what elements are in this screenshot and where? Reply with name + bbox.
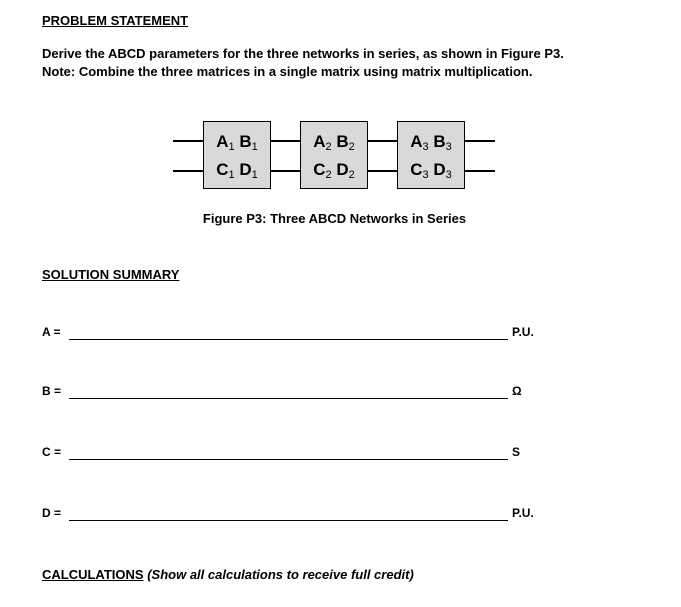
- wire-out-bottom: [465, 170, 495, 172]
- answer-b-line[interactable]: [69, 398, 508, 399]
- answer-d-label: D =: [42, 506, 62, 520]
- network-2-c-sub: 2: [325, 169, 332, 181]
- problem-line-1: Derive the ABCD parameters for the three networks in series, as shown in Figure P3.: [42, 46, 564, 61]
- network-1-b-sub: 1: [251, 141, 258, 153]
- network-3-row-cd: [398, 160, 464, 181]
- answer-d-unit: P.U.: [512, 506, 534, 520]
- network-3-row-ab: [398, 132, 464, 153]
- answer-a-line[interactable]: [69, 339, 508, 340]
- answer-a-label: A =: [42, 325, 61, 339]
- wire-1-2-top: [271, 140, 300, 142]
- network-2-d-sub: 2: [348, 169, 355, 181]
- answer-b-label: B =: [42, 384, 62, 398]
- network-1-d-sub: 1: [251, 169, 258, 181]
- calculations-heading: CALCULATIONS: [42, 567, 144, 582]
- network-1-c: C: [216, 160, 229, 179]
- network-3: [397, 121, 465, 189]
- wire-in-top: [173, 140, 203, 142]
- network-2-row-ab: [301, 132, 367, 153]
- network-1-a: A: [216, 132, 229, 151]
- network-3-c: C: [410, 160, 423, 179]
- problem-text: [42, 45, 672, 81]
- network-1-row-ab: [204, 132, 270, 153]
- network-3-a-sub: 3: [422, 141, 429, 153]
- answer-c-line[interactable]: [69, 459, 508, 460]
- problem-line-2: Note: Combine the three matrices in a single matrix using matrix multiplication.: [42, 64, 533, 79]
- network-2-b-sub: 2: [348, 141, 355, 153]
- calculations-section: [42, 566, 414, 584]
- network-2-b: B: [336, 132, 349, 151]
- answer-c-label: C =: [42, 445, 62, 459]
- network-1-d: D: [239, 160, 252, 179]
- answer-d-line[interactable]: [69, 520, 508, 521]
- network-2-c: C: [313, 160, 326, 179]
- wire-out-top: [465, 140, 495, 142]
- answer-c-unit: S: [512, 445, 521, 459]
- network-3-b: B: [433, 132, 446, 151]
- wire-1-2-bottom: [271, 170, 300, 172]
- network-2-d: D: [336, 160, 349, 179]
- network-3-a: A: [410, 132, 423, 151]
- network-1-c-sub: 1: [228, 169, 235, 181]
- wire-in-bottom: [173, 170, 203, 172]
- network-3-d-sub: 3: [445, 169, 452, 181]
- answer-a-unit: P.U.: [512, 325, 534, 339]
- figure-caption: Figure P3: Three ABCD Networks in Series: [202, 211, 467, 226]
- network-2: [300, 121, 368, 189]
- network-3-c-sub: 3: [422, 169, 429, 181]
- network-1: [203, 121, 271, 189]
- network-3-b-sub: 3: [445, 141, 452, 153]
- calculations-note: (Show all calculations to receive full credit): [147, 567, 414, 582]
- problem-heading: PROBLEM STATEMENT: [42, 13, 189, 28]
- network-1-a-sub: 1: [228, 141, 235, 153]
- network-1-b: B: [239, 132, 252, 151]
- network-3-d: D: [433, 160, 446, 179]
- network-2-row-cd: [301, 160, 367, 181]
- network-1-row-cd: [204, 160, 270, 181]
- wire-2-3-top: [368, 140, 397, 142]
- network-2-a: A: [313, 132, 326, 151]
- wire-2-3-bottom: [368, 170, 397, 172]
- solution-heading: SOLUTION SUMMARY: [42, 267, 180, 282]
- answer-b-unit: Ω: [512, 384, 522, 398]
- network-2-a-sub: 2: [325, 141, 332, 153]
